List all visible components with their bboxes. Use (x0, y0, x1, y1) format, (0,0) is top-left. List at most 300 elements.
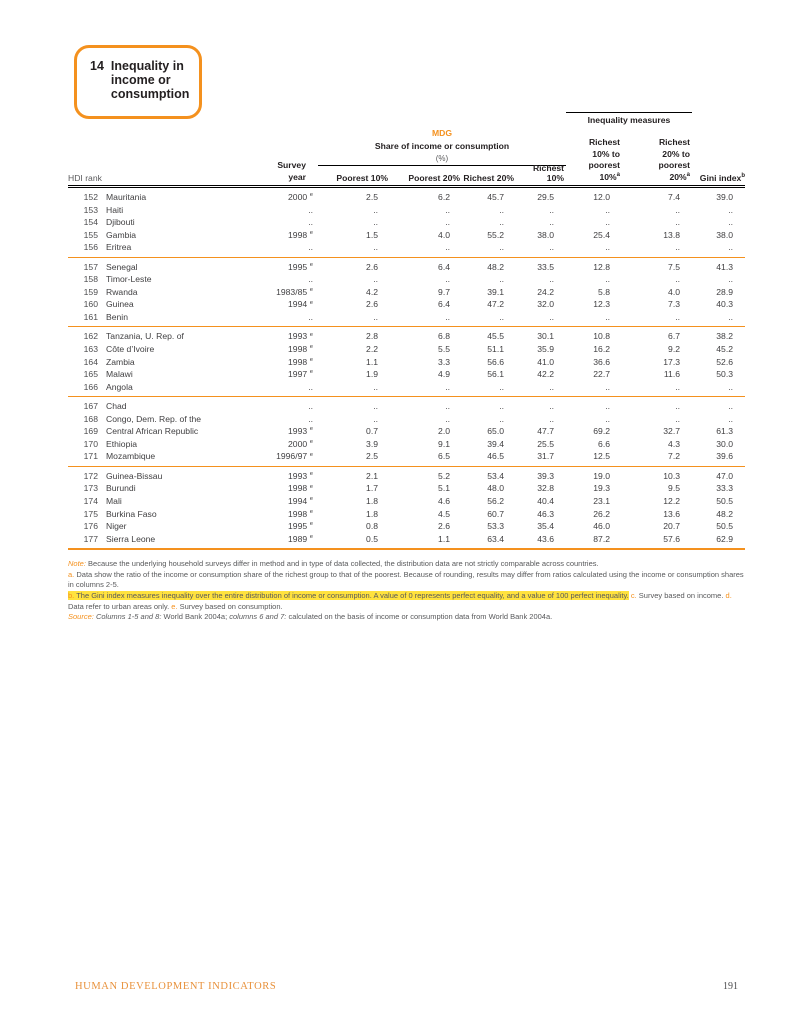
value-cell: 12.5 (593, 451, 610, 462)
country-name: Ethiopia (106, 438, 138, 449)
value-cell: 12.2 (663, 496, 680, 507)
country-name: Guinea-Bissau (106, 470, 163, 481)
value-cell: 0.7 (366, 426, 378, 437)
value-cell: .. (605, 217, 610, 228)
value-cell: .. (605, 401, 610, 412)
value-cell: 50.3 (716, 369, 733, 380)
value-cell: .. (728, 401, 733, 412)
value-cell: 42.2 (537, 369, 554, 380)
column-header-poorest10: Poorest 10% (336, 173, 388, 183)
hdi-rank: 175 (83, 508, 98, 519)
value-cell: 39.6 (716, 451, 733, 462)
value-cell: 13.6 (663, 508, 680, 519)
hdi-rank: 155 (83, 229, 98, 240)
country-name: Malawi (106, 369, 133, 380)
value-cell: .. (499, 413, 504, 424)
table-row (68, 533, 745, 546)
year-footnote-marker: e (308, 299, 313, 306)
value-cell: 50.5 (716, 521, 733, 532)
value-cell: .. (605, 311, 610, 322)
table-footnotes (68, 559, 745, 623)
hdi-rank: 174 (83, 496, 98, 507)
year-footnote-marker: e (308, 356, 313, 363)
hdi-rank: 170 (83, 438, 98, 449)
survey-year: 1995 $^e$ (288, 521, 313, 532)
table-row (68, 241, 745, 254)
value-cell: 87.2 (593, 533, 610, 544)
hdi-rank: 160 (83, 299, 98, 310)
value-cell: 38.2 (716, 331, 733, 342)
value-cell: 38.0 (537, 229, 554, 240)
survey-year: 1998 $^e$ (288, 483, 313, 494)
country-name: Mauritania (106, 192, 147, 202)
table-row (68, 438, 745, 451)
value-cell: 17.3 (663, 356, 680, 367)
value-cell: 16.2 (593, 344, 610, 355)
value-cell: 2.0 (438, 426, 450, 437)
hdi-rank: 154 (83, 217, 98, 228)
value-cell: 12.0 (593, 192, 610, 202)
country-name: Central African Republic (106, 426, 199, 437)
hdi-rank: 162 (83, 331, 98, 342)
value-cell: 1.5 (366, 229, 378, 240)
value-cell: 5.8 (598, 286, 610, 297)
footer-section-title: HUMAN DEVELOPMENT INDICATORS (75, 981, 277, 992)
column-header-richest20: Richest 20% (463, 173, 514, 183)
hdi-rank: 157 (83, 261, 98, 272)
table-row (68, 229, 745, 242)
value-cell: .. (549, 311, 554, 322)
table-number: 14 (90, 59, 104, 73)
value-cell: .. (675, 401, 680, 412)
value-cell: 2.2 (366, 344, 378, 355)
value-cell: 2.5 (366, 451, 378, 462)
table-row (68, 286, 745, 299)
table-row (68, 356, 745, 369)
value-cell: 4.5 (438, 508, 450, 519)
value-cell: 22.7 (593, 369, 610, 380)
mdg-label: MDG (431, 128, 453, 138)
value-cell: 6.8 (438, 331, 450, 342)
value-cell: 47.7 (537, 426, 554, 437)
value-cell: 11.6 (663, 369, 680, 380)
year-footnote-marker: e (308, 331, 313, 338)
survey-year: 1993 $^e$ (288, 331, 313, 342)
value-cell: 6.7 (668, 331, 680, 342)
value-cell: 39.0 (716, 192, 733, 202)
survey-year: 1998 $^e$ (288, 508, 313, 519)
survey-year: 2000 $^e$ (288, 192, 313, 202)
value-cell: 46.3 (537, 508, 554, 519)
table-row (68, 261, 745, 274)
value-cell: 6.4 (438, 299, 450, 310)
value-cell: .. (549, 401, 554, 412)
country-name: Senegal (106, 261, 138, 272)
value-cell: 23.1 (593, 496, 610, 507)
value-cell: .. (373, 381, 378, 392)
value-cell: 60.7 (487, 508, 504, 519)
value-cell: .. (499, 381, 504, 392)
table-group (68, 396, 745, 466)
table-group (68, 188, 745, 257)
value-cell: 39.1 (487, 286, 504, 297)
country-name: Rwanda (106, 286, 138, 297)
hdi-rank: 167 (83, 401, 98, 412)
survey-year: 1993 $^e$ (288, 426, 313, 437)
value-cell: .. (373, 413, 378, 424)
value-cell: 6.2 (438, 192, 450, 202)
value-cell: 5.5 (438, 344, 450, 355)
country-name: Niger (106, 521, 127, 532)
value-cell: 33.5 (537, 261, 554, 272)
country-name: Burundi (106, 483, 136, 494)
value-cell: .. (499, 401, 504, 412)
value-cell: 9.5 (668, 483, 680, 494)
value-cell: .. (675, 274, 680, 285)
table-source: Source: Columns 1-5 and 8: World Bank 2004a; columns 6 and 7: calculated on the basis of income or consumption data from World Bank 2004a. (68, 612, 553, 622)
year-footnote-marker: e (308, 229, 313, 236)
survey-year: 1998 $^e$ (288, 356, 313, 367)
value-cell: .. (549, 217, 554, 228)
value-cell: 1.1 (366, 356, 378, 367)
value-cell: .. (728, 311, 733, 322)
value-cell: 57.6 (663, 533, 680, 544)
value-cell: 1.7 (366, 483, 378, 494)
value-cell: 7.3 (668, 299, 680, 310)
table-row (68, 470, 745, 483)
value-cell: 2.6 (438, 521, 450, 532)
value-cell: 1.9 (366, 369, 378, 380)
value-cell: 35.4 (537, 521, 554, 532)
column-header-poorest20: Poorest 20% (408, 173, 460, 183)
value-cell: 52.6 (716, 356, 733, 367)
value-cell: .. (499, 274, 504, 285)
value-cell: 50.5 (716, 496, 733, 507)
value-cell: 0.5 (366, 533, 378, 544)
value-cell: 51.1 (487, 344, 504, 355)
survey-year: .. (308, 413, 313, 424)
value-cell: 4.3 (668, 438, 680, 449)
value-cell: 5.1 (438, 483, 450, 494)
value-cell: 29.5 (537, 192, 554, 202)
value-cell: .. (728, 242, 733, 253)
value-cell: .. (373, 242, 378, 253)
value-cell: 45.7 (487, 192, 504, 202)
value-cell: 10.3 (663, 470, 680, 481)
value-cell: .. (549, 381, 554, 392)
value-cell: .. (445, 204, 450, 215)
survey-year: .. (308, 381, 313, 392)
value-cell: 38.0 (716, 229, 733, 240)
table-title: Inequality in income or consumption (110, 59, 190, 101)
hdi-rank: 177 (83, 533, 98, 544)
value-cell: 2.6 (366, 299, 378, 310)
value-cell: .. (445, 274, 450, 285)
value-cell: 53.4 (487, 470, 504, 481)
value-cell: 36.6 (593, 356, 610, 367)
value-cell: 55.2 (487, 229, 504, 240)
country-name: Tanzania, U. Rep. of (106, 331, 184, 342)
value-cell: 12.8 (593, 261, 610, 272)
value-cell: 4.0 (668, 286, 680, 297)
table-row (68, 495, 745, 508)
survey-year: .. (308, 311, 313, 322)
value-cell: .. (675, 381, 680, 392)
hdi-rank: 161 (83, 311, 98, 322)
survey-year: 1989 $^e$ (288, 533, 313, 544)
value-cell: .. (373, 311, 378, 322)
survey-year: .. (308, 204, 313, 215)
value-cell: 41.0 (537, 356, 554, 367)
value-cell: .. (675, 311, 680, 322)
value-cell: .. (549, 274, 554, 285)
value-cell: 2.6 (366, 261, 378, 272)
value-cell: 24.2 (537, 286, 554, 297)
value-cell: 48.0 (487, 483, 504, 494)
highlighted-footnote-b: b. The Gini index measures inequality over the entire distribution of income or consumption. A value of 0 represents perfect equality, and a value of 100 perfect inequality. (68, 591, 629, 600)
survey-year: 1998 $^e$ (288, 344, 313, 355)
country-name: Burkina Faso (106, 508, 157, 519)
value-cell: 56.2 (487, 496, 504, 507)
value-cell: 7.5 (668, 261, 680, 272)
value-cell: .. (549, 204, 554, 215)
hdi-rank: 156 (83, 242, 98, 253)
value-cell: 35.9 (537, 344, 554, 355)
value-cell: 39.4 (487, 438, 504, 449)
survey-year: 1994 $^e$ (288, 496, 313, 507)
value-cell: 48.2 (487, 261, 504, 272)
value-cell: .. (445, 242, 450, 253)
table-group (68, 257, 745, 327)
table-row (68, 330, 745, 343)
value-cell: 7.2 (668, 451, 680, 462)
footnote-bcde: b. The Gini index measures inequality over the entire distribution of income or consumption. A value of 0 represents perfect equality, and a value of 100 perfect inequality. c. Survey based on income. d. Data refer to urban areas only. e. Survey based on consumption. (68, 591, 732, 611)
year-footnote-marker: e (308, 344, 313, 351)
country-name: Zambia (106, 356, 135, 367)
value-cell: 62.9 (716, 533, 733, 544)
value-cell: .. (605, 274, 610, 285)
spanner-inequality-measures: Inequality measures (566, 112, 692, 127)
hdi-rank: 158 (83, 274, 98, 285)
value-cell: .. (728, 381, 733, 392)
hdi-rank: 164 (83, 356, 98, 367)
year-footnote-marker: e (308, 521, 313, 528)
year-footnote-marker: e (308, 533, 313, 540)
value-cell: 32.8 (537, 483, 554, 494)
column-header-survey-year: Survey year (277, 160, 306, 182)
country-name: Guinea (106, 299, 134, 310)
value-cell: 1.8 (366, 496, 378, 507)
survey-year: .. (308, 401, 313, 412)
table-row (68, 508, 745, 521)
table-header (68, 112, 745, 188)
value-cell: 4.6 (438, 496, 450, 507)
hdi-rank: 172 (83, 470, 98, 481)
value-cell: .. (675, 204, 680, 215)
value-cell: .. (445, 401, 450, 412)
value-cell: 20.7 (663, 521, 680, 532)
value-cell: .. (605, 204, 610, 215)
column-header-gini-index: Gini index$^b$ (699, 173, 745, 183)
year-footnote-marker: e (308, 286, 313, 293)
value-cell: 40.3 (716, 299, 733, 310)
table-title-badge (74, 45, 202, 119)
table-note: Note: Because the underlying household surveys differ in method and in type of data collected, the distribution data are not strictly comparable across countries. (68, 559, 599, 569)
value-cell: 6.4 (438, 261, 450, 272)
table-row (68, 368, 745, 381)
table-group (68, 466, 745, 548)
country-name: Sierra Leone (106, 533, 156, 544)
table-row (68, 450, 745, 463)
country-name: Mali (106, 496, 122, 507)
value-cell: 32.7 (663, 426, 680, 437)
value-cell: 25.5 (537, 438, 554, 449)
table-row (68, 191, 745, 204)
table-row (68, 413, 745, 426)
inequality-table (68, 112, 745, 623)
value-cell: 19.3 (593, 483, 610, 494)
survey-year: 1995 $^e$ (288, 261, 313, 272)
hdi-rank: 165 (83, 369, 98, 380)
country-name: Angola (106, 381, 133, 392)
value-cell: .. (728, 217, 733, 228)
value-cell: 63.4 (487, 533, 504, 544)
value-cell: 1.1 (438, 533, 450, 544)
value-cell: 28.9 (716, 286, 733, 297)
hdi-rank: 159 (83, 286, 98, 297)
table-row (68, 343, 745, 356)
value-cell: .. (728, 204, 733, 215)
hdi-rank: 163 (83, 344, 98, 355)
value-cell: .. (373, 204, 378, 215)
value-cell: .. (445, 217, 450, 228)
value-cell: .. (445, 413, 450, 424)
value-cell: 46.5 (487, 451, 504, 462)
value-cell: 31.7 (537, 451, 554, 462)
value-cell: .. (499, 311, 504, 322)
survey-year: 1993 $^e$ (288, 470, 313, 481)
value-cell: .. (499, 217, 504, 228)
value-cell: 5.2 (438, 470, 450, 481)
country-name: Benin (106, 311, 128, 322)
country-name: Mozambique (106, 451, 156, 462)
value-cell: .. (605, 242, 610, 253)
table-row (68, 273, 745, 286)
table-row (68, 520, 745, 533)
value-cell: .. (675, 242, 680, 253)
year-footnote-marker: e (308, 261, 313, 268)
value-cell: 2.5 (366, 192, 378, 202)
value-cell: 33.3 (716, 483, 733, 494)
table-row (68, 400, 745, 413)
value-cell: .. (499, 242, 504, 253)
hdi-rank: 173 (83, 483, 98, 494)
value-cell: 6.6 (598, 438, 610, 449)
table-row (68, 381, 745, 394)
value-cell: .. (605, 381, 610, 392)
value-cell: 30.0 (716, 438, 733, 449)
value-cell: 47.2 (487, 299, 504, 310)
hdi-rank: 152 (83, 192, 98, 202)
survey-year: 1996/97 $^e$ (276, 451, 313, 462)
value-cell: 2.1 (366, 470, 378, 481)
survey-year: .. (308, 242, 313, 253)
value-cell: 46.0 (593, 521, 610, 532)
value-cell: 69.2 (593, 426, 610, 437)
hdi-rank: 171 (83, 451, 98, 462)
value-cell: 65.0 (487, 426, 504, 437)
value-cell: 4.2 (366, 286, 378, 297)
value-cell: 12.3 (593, 299, 610, 310)
spanner-share-of-income: MDG Share of income or consumption (%) (318, 127, 566, 166)
survey-year: 1997 $^e$ (288, 369, 313, 380)
value-cell: 9.1 (438, 438, 450, 449)
column-header-hdi-rank: HDI rank (68, 173, 102, 183)
value-cell: 9.2 (668, 344, 680, 355)
survey-year: 2000 $^e$ (288, 438, 313, 449)
country-name: Chad (106, 401, 127, 412)
value-cell: 61.3 (716, 426, 733, 437)
country-name: Haiti (106, 204, 124, 215)
hdi-rank: 169 (83, 426, 98, 437)
hdi-rank: 166 (83, 381, 98, 392)
footnote-a: a. Data show the ratio of the income or consumption share of the richest group to that of the poorest. Because of rounding, results may differ from ratios calculated using the income or consumption shares in columns 2-5. (68, 569, 744, 590)
value-cell: 47.0 (716, 470, 733, 481)
value-cell: 40.4 (537, 496, 554, 507)
year-footnote-marker: e (308, 369, 313, 376)
column-header-richest10-to-poorest10: Richest 10% to poorest 10%$^a$ (588, 137, 620, 182)
country-name: Eritrea (106, 242, 132, 253)
value-cell: 4.0 (438, 229, 450, 240)
year-footnote-marker: e (308, 483, 313, 490)
year-footnote-marker: e (308, 438, 313, 445)
value-cell: 43.6 (537, 533, 554, 544)
year-footnote-marker: e (308, 426, 313, 433)
value-cell: 45.2 (716, 344, 733, 355)
value-cell: .. (728, 274, 733, 285)
hdi-rank: 176 (83, 521, 98, 532)
value-cell: .. (373, 401, 378, 412)
year-footnote-marker: e (308, 496, 313, 503)
value-cell: 25.4 (593, 229, 610, 240)
country-name: Gambia (106, 229, 137, 240)
table-row (68, 204, 745, 217)
survey-year: 1994 $^e$ (288, 299, 313, 310)
table-row (68, 482, 745, 495)
value-cell: 0.8 (366, 521, 378, 532)
value-cell: .. (675, 413, 680, 424)
value-cell: .. (549, 413, 554, 424)
year-footnote-marker: e (308, 508, 313, 515)
hdi-rank: 153 (83, 204, 98, 215)
survey-year: .. (308, 274, 313, 285)
value-cell: 56.6 (487, 356, 504, 367)
page-number: 191 (723, 981, 738, 992)
value-cell: .. (445, 311, 450, 322)
value-cell: .. (499, 204, 504, 215)
column-header-richest10: Richest 10% (532, 163, 564, 183)
country-name: Côte d’Ivoire (106, 344, 155, 355)
value-cell: 26.2 (593, 508, 610, 519)
value-cell: 7.4 (668, 192, 680, 202)
value-cell: 2.8 (366, 331, 378, 342)
table-row (68, 311, 745, 324)
value-cell: 19.0 (593, 470, 610, 481)
value-cell: 53.3 (487, 521, 504, 532)
value-cell: 45.5 (487, 331, 504, 342)
value-cell: 10.8 (593, 331, 610, 342)
country-name: Djibouti (106, 217, 135, 228)
